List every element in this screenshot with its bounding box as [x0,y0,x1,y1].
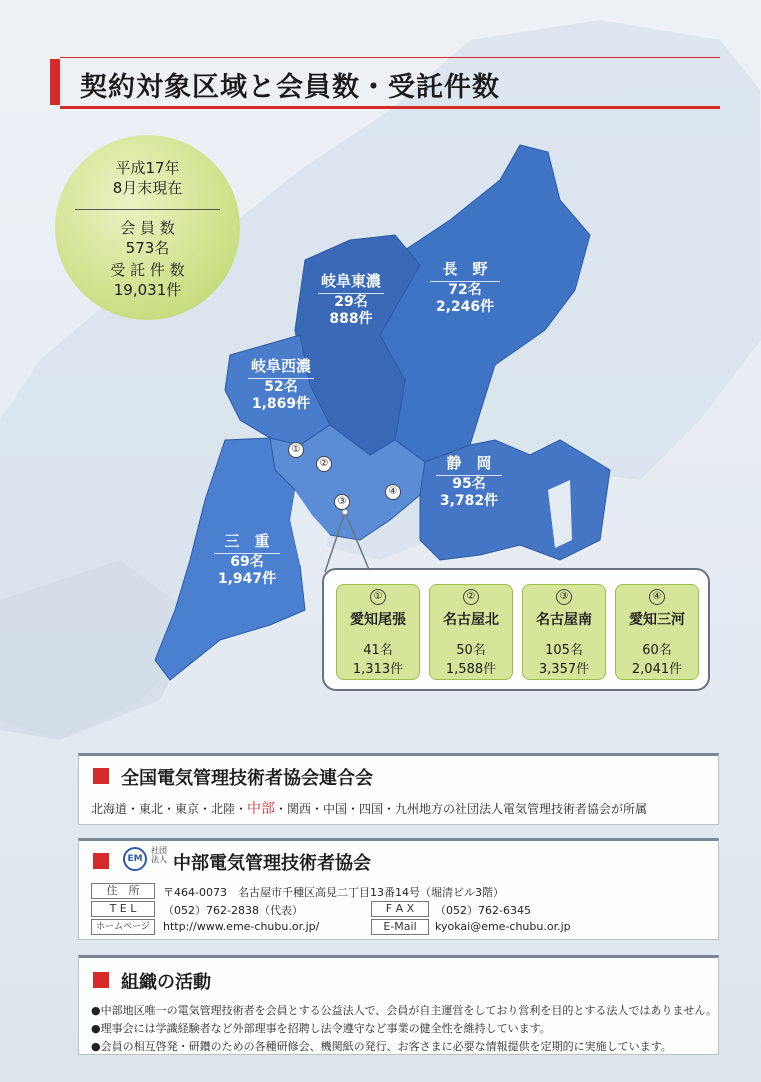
region-name: 三 重 [214,530,280,554]
tel-label: T E L [91,901,155,917]
district-box [615,584,699,680]
region-members: 52名 [264,379,298,395]
summary-contracts-label: 受 託 件 数 [110,261,185,279]
org-type-label: 社団 法人 [151,846,167,864]
fax-label: F A X [371,901,429,917]
district-number: ③ [556,589,572,605]
region-label-shizuoka [436,452,502,510]
web-label: ホームページ [91,919,155,935]
district-number: ④ [649,589,665,605]
address-label: 住 所 [91,883,155,899]
federation-heading: 全国電気管理技術者協会連合会 [121,768,373,789]
association-panel [78,838,719,940]
region-contracts: 2,246件 [435,299,495,315]
activity-item: ●理事会には学識経験者など外部理事を招聘し法令遵守など事業の健全性を維持しています。 [91,1022,551,1035]
district-box [522,584,606,680]
district-name: 名古屋北 [443,612,499,628]
region-members: 69名 [230,554,264,570]
summary-divider [75,209,220,210]
section-marker [93,972,109,988]
region-members: 72名 [448,282,482,298]
email-link[interactable]: kyokai@eme-chubu.or.jp [435,920,571,933]
activity-item: ●中部地区唯一の電気管理技術者を会員とする公益法人で、会員が自主運営をしており営利を目的とする法人ではありません。 [91,1004,718,1017]
federation-panel [78,753,719,825]
region-members: 29名 [334,294,368,310]
district-box [336,584,420,680]
address-value: 〒464-0073 名古屋市千種区高見二丁目13番14号（堀清ビル3階） [163,886,504,899]
region-contracts: 1,869件 [251,396,311,412]
highlight-chubu: 中部 [247,801,276,817]
district-contracts: 3,357件 [538,662,590,677]
region-contracts: 888件 [329,311,373,327]
district-number: ② [463,589,479,605]
district-contracts: 1,588件 [445,662,497,677]
page-title: 契約対象区域と会員数・受託件数 [80,72,500,103]
district-callout [322,568,710,691]
region-name: 岐阜西濃 [248,355,314,379]
fax-value: （052）762-6345 [435,904,531,917]
email-label: E-Mail [371,919,429,935]
section-marker [93,768,109,784]
summary-members-value: 573名 [125,239,170,257]
summary-members-label: 会 員 数 [120,219,175,237]
map-marker-4: ④ [385,484,401,500]
federation-text: 北海道・東北・東京・北陸・中部・関西・中国・四国・九州地方の社団法人電気管理技術者協会が所属 [91,801,648,817]
region-members: 95名 [452,476,486,492]
tel-value: （052）762-2838（代表） [163,904,303,917]
map-marker-3: ③ [334,494,350,510]
region-name: 静 岡 [436,452,502,476]
association-heading: 中部電気管理技術者協会 [173,853,371,874]
district-contracts: 1,313件 [352,662,404,677]
region-contracts: 3,782件 [439,493,499,509]
district-members: 41名 [363,643,393,658]
district-members: 60名 [642,643,672,658]
district-name: 名古屋南 [536,612,592,628]
district-contracts: 2,041件 [631,662,683,677]
district-number: ① [370,589,386,605]
region-name: 長 野 [430,258,500,282]
summary-contracts-value: 19,031件 [113,281,182,299]
region-label-nagano [430,258,500,316]
district-members: 105名 [545,643,583,658]
district-members: 50名 [456,643,486,658]
region-label-gifu-seino [248,355,314,413]
activities-panel [78,955,719,1055]
region-contracts: 1,947件 [217,571,277,587]
district-name: 愛知尾張 [350,612,406,628]
summary-date-line2: 8月末現在 [112,179,183,197]
region-label-gifu-tono [318,270,384,328]
section-marker [93,853,109,869]
district-name: 愛知三河 [629,612,685,628]
map-marker-1: ① [288,442,304,458]
web-link[interactable]: http://www.eme-chubu.or.jp/ [163,920,320,933]
activity-item: ●会員の相互啓発・研鑽のための各種研修会、機関紙の発行、お客さまに必要な情報提供を定期的に実施しています。 [91,1040,672,1053]
summary-circle [55,135,240,320]
association-logo-icon: EM [123,847,147,871]
summary-date-line1: 平成17年 [115,159,180,177]
region-name: 岐阜東濃 [318,270,384,294]
region-label-mie [214,530,280,588]
district-box [429,584,513,680]
activities-heading: 組織の活動 [121,972,211,993]
map-marker-2: ② [316,456,332,472]
